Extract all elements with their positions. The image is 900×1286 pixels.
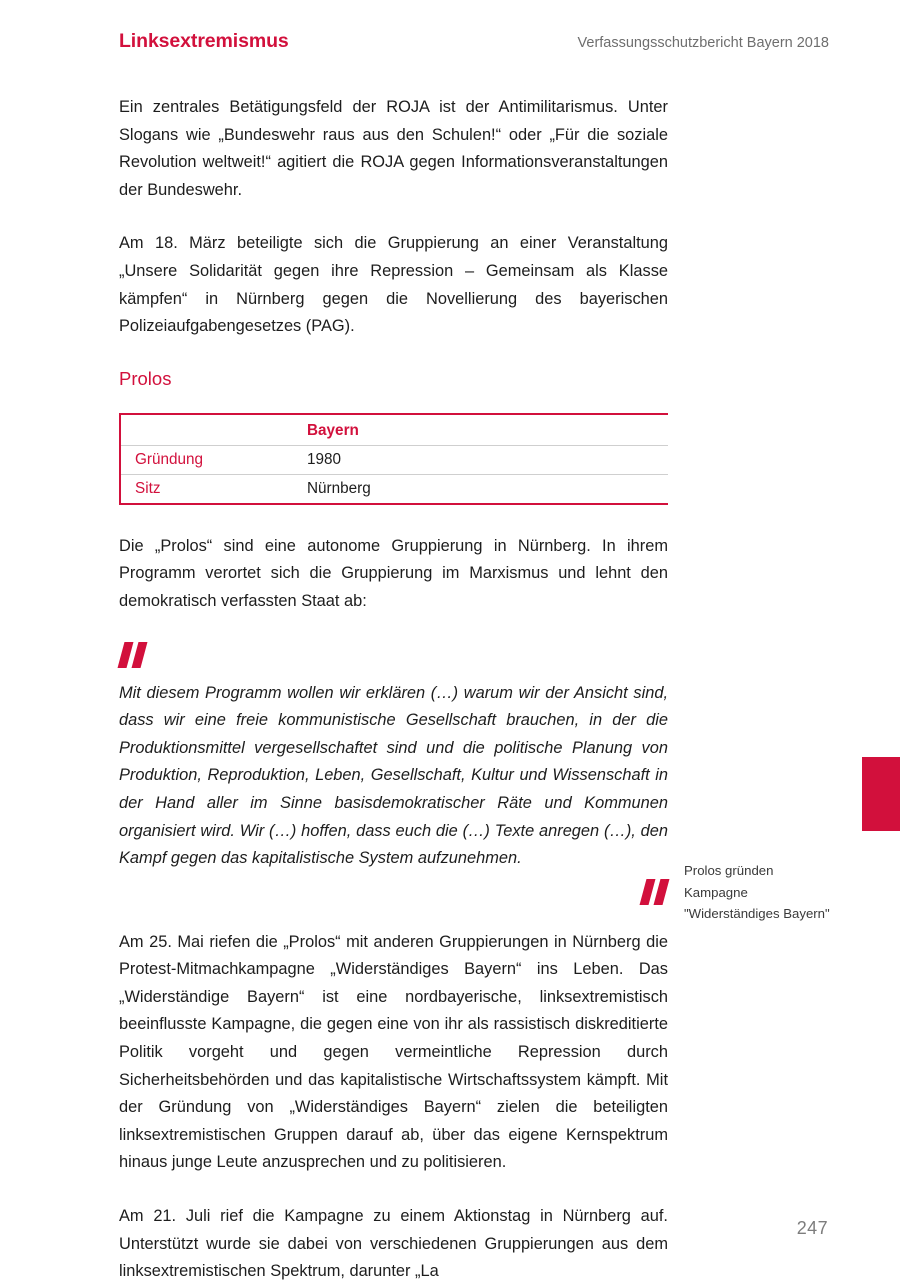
table-row-key: Sitz [135, 479, 161, 497]
header-section-title: Linksextremismus [119, 30, 289, 52]
thumb-index-tab [862, 757, 900, 831]
quote-bar [640, 879, 656, 905]
margin-note: Prolos gründen Kampagne "Widerständiges Bayern" [684, 863, 830, 921]
table-row-value: 1980 [307, 450, 342, 468]
paragraph-maerz-veranstaltung: Am 18. März beteiligte sich die Gruppierung an einer Veranstaltung „Unsere Solidarität gegen ihre Repression – Gemeinsam als Klasse kämpfen“ in Nürnberg gegen die Novellierung des bayerischen Polizeiaufgabengesetzes (PAG). [119, 234, 668, 336]
page-number: 247 [796, 1218, 828, 1238]
quote-bar [118, 642, 134, 668]
table-row-key: Gründung [135, 450, 204, 468]
table-row [121, 474, 668, 503]
paragraph-prolos-beschreibung: Die „Prolos“ sind eine autonome Gruppierung in Nürnberg. In ihrem Programm verortet sich die Gruppierung im Marxismus und lehnt den demokratisch verfassten Staat ab: [119, 536, 668, 610]
fact-table-prolos [119, 413, 668, 505]
main-text-column [119, 94, 668, 1286]
table-row-value: Nürnberg [307, 479, 371, 497]
header-report-title: Verfassungsschutzbericht Bayern 2018 [577, 35, 829, 51]
paragraph-roja-antimilitarismus: Ein zentrales Betätigungsfeld der ROJA ist der Antimilitarismus. Unter Slogans wie „Bundeswehr raus aus den Schulen!“ oder „Für die soziale Revolution weltweit!“ agitiert die ROJA gegen Informationsveranstaltungen der Bundeswehr. [119, 98, 668, 199]
quote-bar [132, 642, 148, 668]
pull-quote [119, 642, 668, 905]
pull-quote-text: Mit diesem Programm wollen wir erklären (…) warum wir der Ansicht sind, dass wir eine freie kommunistische Gesellschaft brauchen, in der die Produktionsmittel vergesellschaftet sind und die politische Planung von Produktion, Reproduktion, Leben, Gesellschaft, Kultur und Wissenschaft in der Hand aller im Sinne basisdemokratischer Räte und Kommunen organisiert wird. Wir (…) hoffen, dass euch die (…) Texte anregen (…), den Kampf gegen das kapitalistische System aufzunehmen. [119, 683, 668, 868]
table-row [121, 445, 668, 474]
quote-open-icon [121, 642, 668, 668]
paragraph-widerstaendiges-bayern: Am 25. Mai riefen die „Prolos“ mit anderen Gruppierungen in Nürnberg die Protest-Mitmachkampagne „Widerständiges Bayern“ ins Leben. Das „Widerständige Bayern“ ist eine nordbayerische, linksextremistisch beeinflusste Kampagne, die gegen eine von ihr als rassistisch diskreditierte Politik vorgeht und gegen vermeintliche Repression durch Sicherheitsbehörden und das kapitalistische Wirtschaftssystem kämpft. Mit der Gründung von „Widerständiges Bayern“ zielen die beteiligten linksextremistischen Gruppen darauf ab, über das eigene Kernspektrum hinaus junge Leute anzusprechen und zu politisieren. [119, 932, 668, 1172]
page-header [119, 30, 829, 60]
paragraph-aktionstag-juli: Am 21. Juli rief die Kampagne zu einem Aktionstag in Nürnberg auf. Unterstützt wurde sie dabei von verschiedenen Gruppierungen aus dem linksextremistischen Spektrum, darunter „La [119, 1207, 668, 1281]
quote-close-icon [119, 879, 668, 905]
table-header-value: Bayern [307, 421, 359, 439]
table-header-row [121, 415, 668, 445]
section-heading-prolos: Prolos [119, 367, 172, 389]
quote-bar [654, 879, 670, 905]
